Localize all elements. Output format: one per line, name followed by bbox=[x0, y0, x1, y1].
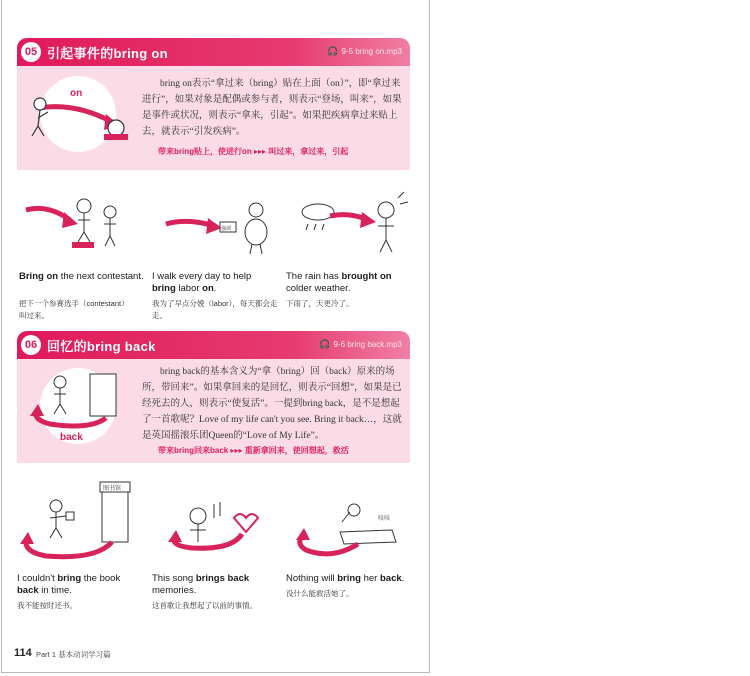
example-zh: 把下一个参赛选手（contestant）叫过来。 bbox=[19, 299, 129, 320]
example-zh: 没什么能救活她了。 bbox=[286, 589, 354, 598]
example-illustration-library bbox=[16, 476, 132, 566]
audio-track[interactable] bbox=[319, 339, 402, 350]
example-zh: 这首歌让我想起了以前的事情。 bbox=[152, 601, 257, 610]
example-en: I couldn't bring the book back in time. bbox=[17, 573, 121, 596]
example-illustration-revive bbox=[292, 498, 410, 564]
example-en: Bring on the next contestant. bbox=[19, 271, 144, 282]
example-en: Nothing will bring her back. bbox=[286, 573, 405, 584]
example-en: I walk every day to help bring labor on. bbox=[152, 271, 252, 294]
example-illustration-song bbox=[162, 494, 272, 564]
section-body-06: bring back的基本含义为“拿（bring）回（back）原来的场所，带回来”。如果拿回来的是回忆，则表示“回想”，如果是已经死去的人，则表示“使复活”。一提到bring back，是不是想起了一首歌呢？Love of my life can't you see. Bring it back…，这就是英国摇滚乐团Queen的“Love of My Life”。 bbox=[142, 367, 402, 441]
example-zh: 下雨了，天更冷了。 bbox=[286, 299, 354, 308]
audio-filename: 9-6 bring back.mp3 bbox=[333, 340, 402, 349]
section-header-05 bbox=[17, 38, 410, 66]
headphones-icon: 🎧 bbox=[327, 46, 339, 56]
library-sign-text: 图书馆 bbox=[103, 486, 122, 492]
section-title: 回忆的bring back bbox=[47, 339, 156, 354]
section-header-06 bbox=[17, 331, 410, 359]
bring-on-illustration bbox=[20, 74, 140, 156]
example-en: This song brings back memories. bbox=[152, 573, 250, 596]
audio-filename: 9-5 bring on.mp3 bbox=[341, 47, 402, 56]
example-illustration-contestant bbox=[18, 190, 130, 260]
section-number: 05 bbox=[21, 42, 41, 62]
illus-ticket-text: 强调 bbox=[221, 226, 232, 232]
example-zh: 我为了早点分娩（labor），每天都会走走。 bbox=[152, 299, 278, 320]
bring-back-illustration bbox=[20, 364, 140, 452]
audio-track[interactable] bbox=[327, 46, 402, 57]
section-tagline-05: 带来bring贴上，使进行on ▸▸▸ 叫过来，拿过来，引起 bbox=[158, 147, 349, 156]
illus-label-back: back bbox=[60, 432, 83, 443]
footer-text: Part 1 基本动词学习篇 bbox=[36, 650, 111, 659]
section-title: 引起事件的bring on bbox=[47, 46, 168, 61]
section-number: 06 bbox=[21, 335, 41, 355]
example-illustration-rain bbox=[294, 190, 410, 260]
example-en: The rain has brought on colder weather. bbox=[286, 271, 392, 294]
section-tagline-06: 带来bring回来back ▸▸▸ 重新拿回来，使回想起，救活 bbox=[158, 446, 349, 455]
illus-cough-text: 咳咳 bbox=[378, 516, 391, 522]
section-body-05: bring on表示“拿过来（bring）贴在上面（on）”，即“拿过来进行”，如果对象是配偶或参与者，则表示“登场，叫来”，如果是事件或状况，则表示“拿来，引起”。如果把疾病拿过来贴上去，就表示“引发疾病”。 bbox=[142, 79, 402, 137]
headphones-icon: 🎧 bbox=[319, 339, 331, 349]
page-number: 114 bbox=[14, 647, 32, 659]
example-zh: 我不能按时还书。 bbox=[17, 601, 77, 610]
illus-label-on: on bbox=[70, 88, 83, 99]
example-illustration-labor bbox=[160, 196, 272, 260]
